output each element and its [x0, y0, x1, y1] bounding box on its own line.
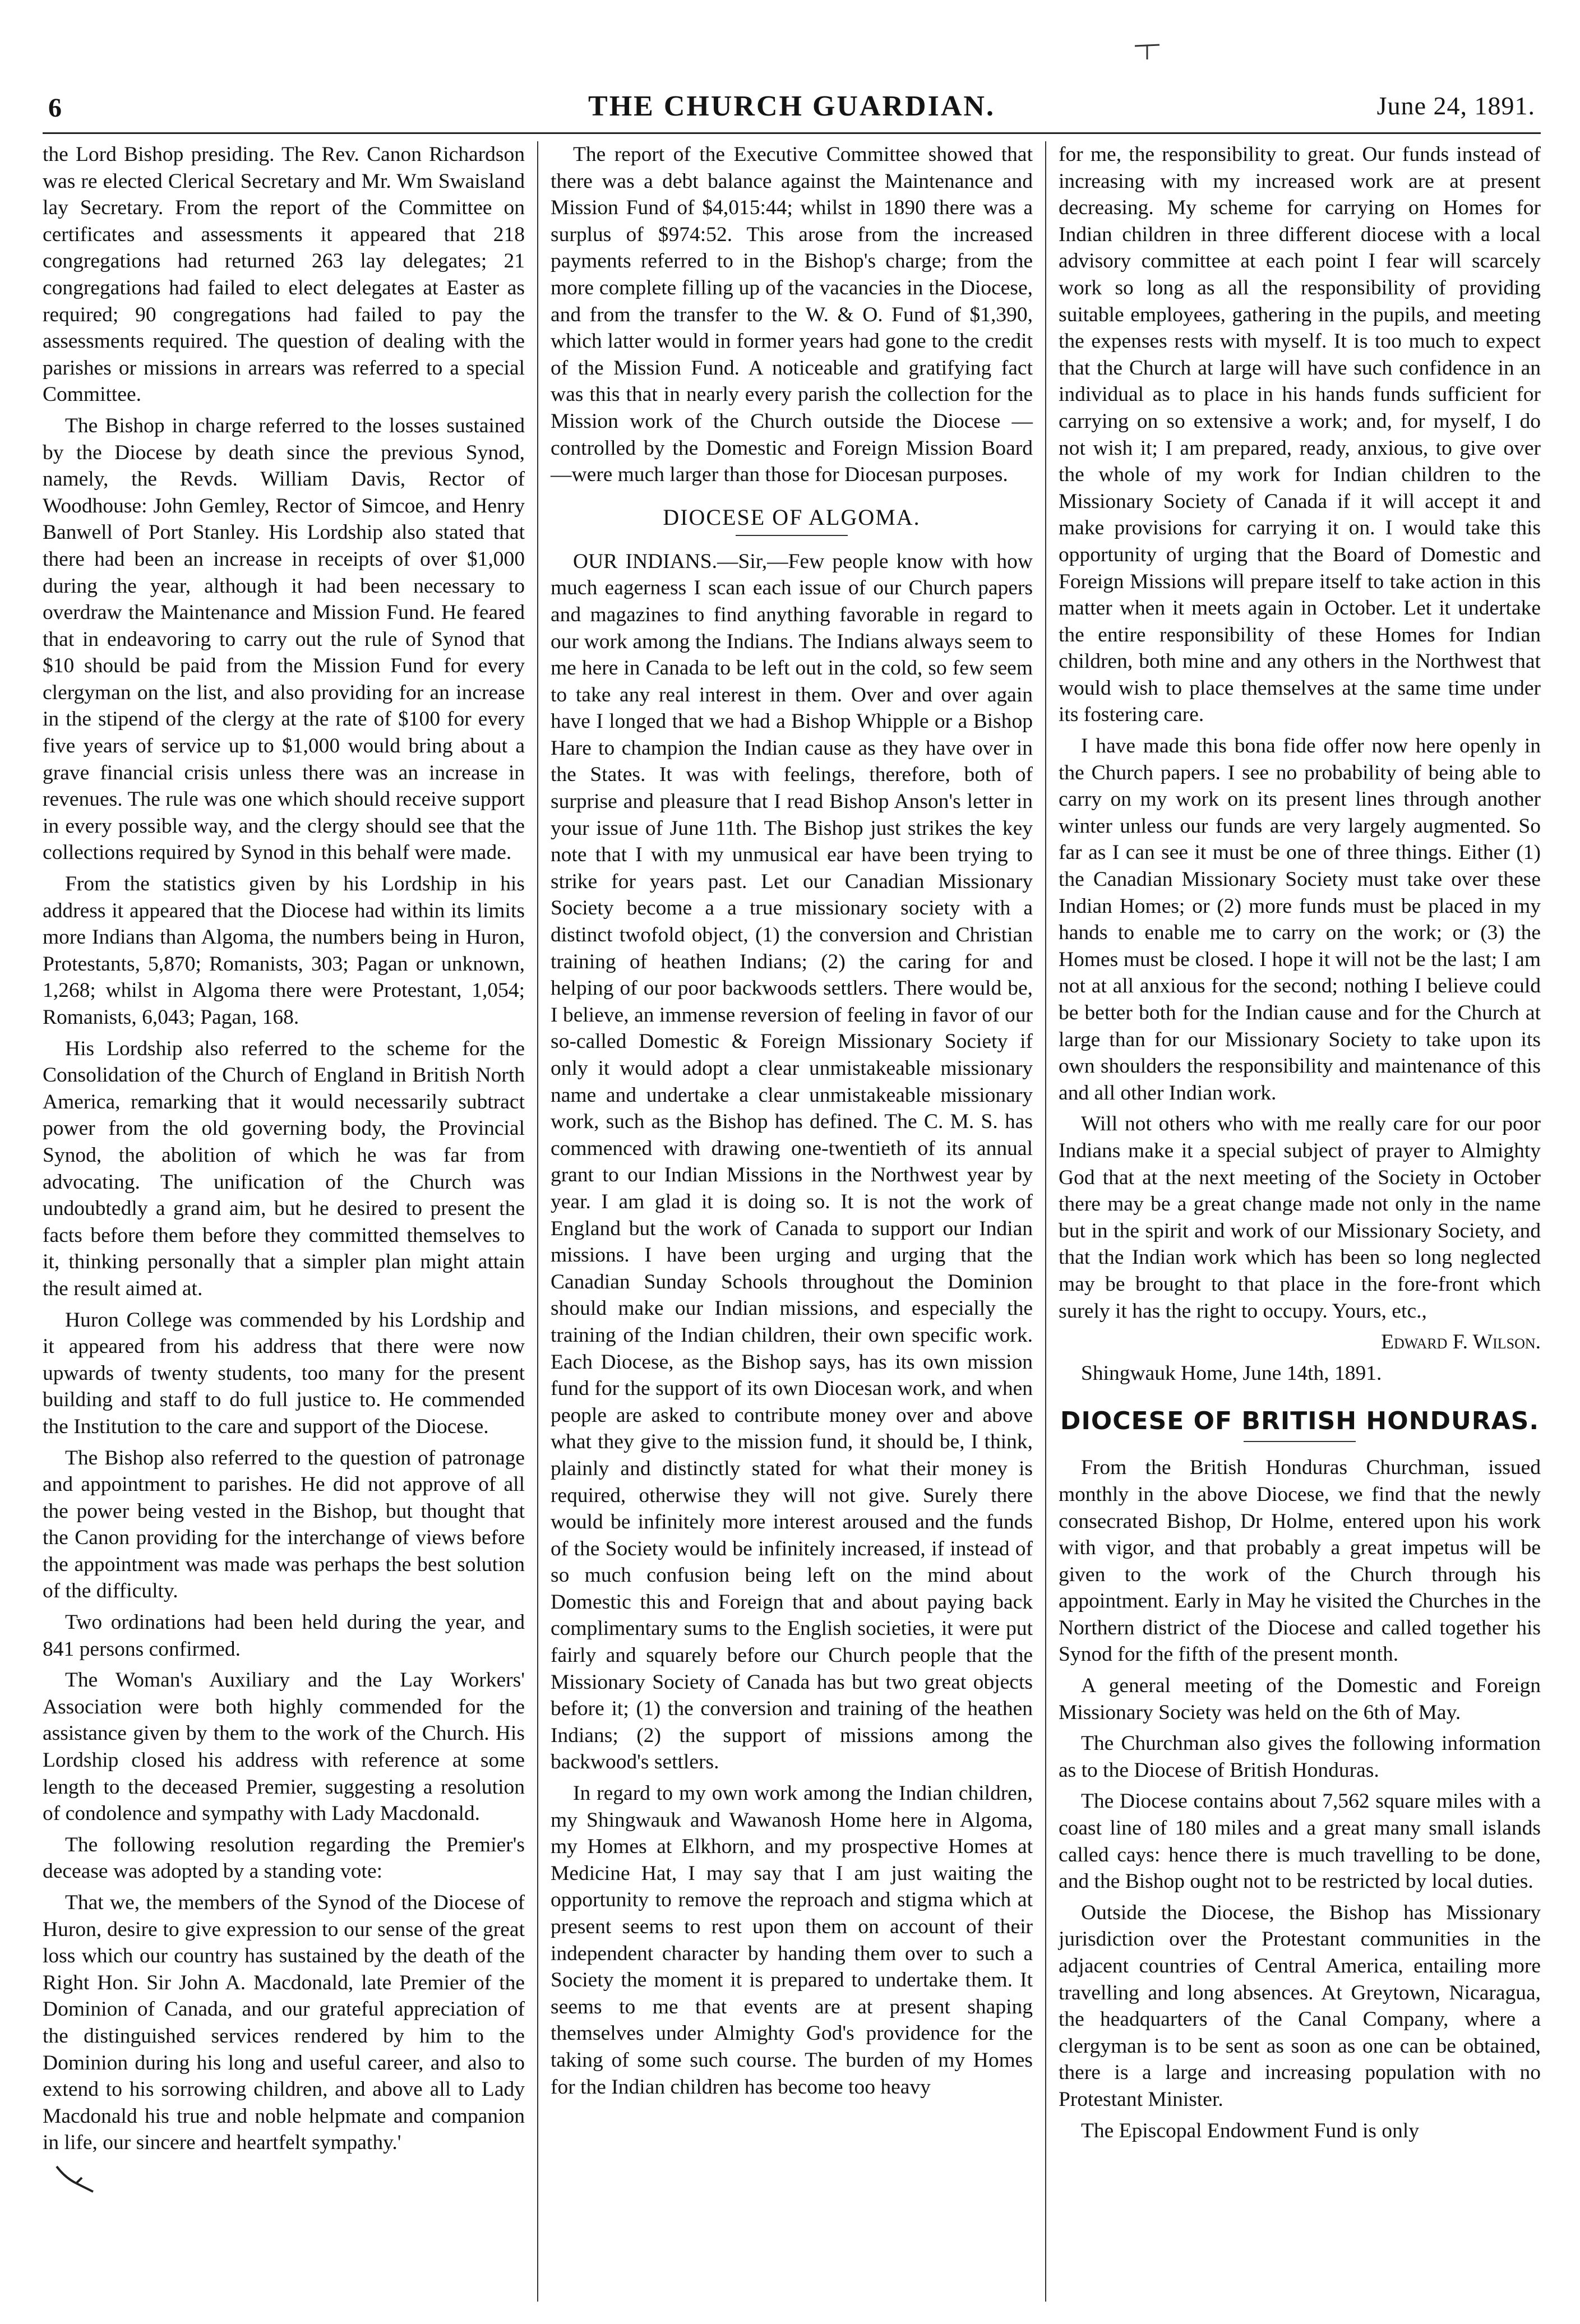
article-columns [43, 141, 1541, 2302]
issue-date: June 24, 1891. [1376, 91, 1535, 120]
column-1 [43, 141, 537, 2302]
paragraph: His Lordship also referred to the scheme for the Consolidation of the Church of England in British North America, remarking that it would necessarily subtract power from the old governing body, the Provincial Synod, the abolition of which he was far from advocating. The unification of the Church was undoubtedly a grand aim, but he desired to present the facts before them before they committed themselves to it, thinking personally that a simpler plan might attain the result aimed at. [43, 1037, 525, 1300]
signature: Edward F. Wilson. [1381, 1330, 1541, 1354]
paragraph: Outside the Diocese, the Bishop has Missionary jurisdiction over the Protestant communities in the adjacent countries of Central America, entailing more travelling and long absences. At Greytown, Nicaragua, the headquarters of the Canal Company, where a clergyman is to be sent as soon as one can be obtained, there is a large and increasing population with no Protestant Minister. [1059, 1901, 1541, 2111]
heading-rule [1244, 1441, 1356, 1442]
page-header [43, 0, 1541, 140]
ink-mark-icon [1130, 35, 1164, 68]
section-heading: DIOCESE OF ALGOMA. [663, 504, 921, 530]
header-rule [43, 132, 1541, 134]
paragraph: the Lord Bishop presiding. The Rev. Canon Richardson was re elected Clerical Secretary and Mr. Wm Swaisland lay Secretary. From the report of the Committee on certificates and assessments it appeared that 218 congregations had returned 263 lay delegates; 21 congregations had failed to elect delegates at Easter as required; 90 congregations had failed to pay the assessments required. The question of dealing with the parishes or missions in arrears was referred to a special Committee. [43, 143, 525, 406]
paragraph: The following resolution regarding the Premier's decease was adopted by a standing vote: [43, 1833, 525, 1883]
paragraph: The Episcopal Endowment Fund is only [1081, 2119, 1420, 2142]
paragraph: for me, the responsibility to great. Our funds instead of increasing with my increased work are at present decreasing. My scheme for carrying on Homes for Indian children in three different diocese with a local advisory committee at each point I fear will scarcely work so long as all the responsibility of providing suitable employees, gathering in the pupils, and meeting the expenses rests with myself. It is too much to expect that the Church at large will have such confidence in an individual as to place in his hands funds sufficient for carrying on so extensive a work; and, for myself, I do not wish it; I am prepared, ready, anxious, to give over the whole of my work for Indian children to the Missionary Society of Canada if it will accept it and make provisions for carrying it on. I would take this opportunity of urging that the Board of Domestic and Foreign Missions will prepare itself to take action in this matter when it meets again in October. Let it undertake the entire responsibility of these Homes for Indian children, both mine and any others in the Northwest that would wish to place themselves at the same time under its fostering care. [1059, 143, 1541, 727]
paragraph: The Diocese contains about 7,562 square miles with a coast line of 180 miles and a great many small islands called cays: hence there is much travelling to be done, and the Bishop ought not to be restricted by local duties. [1059, 1790, 1541, 1893]
paragraph: The Bishop in charge referred to the losses sustained by the Diocese by death since the previous Synod, namely, the Revds. William Davis, Rector of Woodhouse: John Gemley, Rector of Simcoe, and Henry Banwell of Port Stanley. His Lordship also stated that there had been an increase in receipts of over $1,000 during the year, although it had been necessary to overdraw the Maintenance and Mission Fund. He feared that in endeavoring to carry out the rule of Synod that $10 should be paid from the Mission Fund for every clergyman on the list, and also providing for an increase in the stipend of the clergy at the rate of $100 for every five years of service up to $1,000 would bring about a grave financial crisis unless there was an increase in revenues. The rule was one which should receive support in every possible way, and the clergy should see that the collections required by Synod in this behalf were made. [43, 414, 525, 865]
signature-place: Shingwauk Home, June 14th, 1891. [1081, 1361, 1382, 1385]
paragraph: That we, the members of the Synod of the Diocese of Huron, desire to give expression to our sense of the great loss which our country has sustained by the death of the Right Hon. Sir John A. Macdonald, late Premier of the Dominion of Canada, and our grateful appreciation of the distinguished services rendered by him to the Dominion during his long and useful career, and also to extend to his sorrowing children, and above all to Lady Macdonald his true and noble helpmate and companion in life, our sincere and heartfelt sympathy.' [43, 1891, 525, 2155]
paragraph: In regard to my own work among the Indian children, my Shingwauk and Wawanosh Home here in Algoma, my Homes at Elkhorn, and my prospective Homes at Medicine Hat, I may say that I am just waiting the opportunity to remove the reproach and stigma which at present seems to rest upon them on account of their independent character by handing them over to such a Society the moment it is prepared to undertake them. It seems to me that events are at present shaping themselves under Almighty God's providence for the taking of some such course. The burden of my Homes for the Indian children has become too heavy [551, 1782, 1033, 2099]
paragraph: Will not others who with me really care for our poor Indians make it a special subject of prayer to Almighty God that at the next meeting of the Society in October there may be a great change made not only in the name but in the spirit and work of our Missionary Society, and that the Indian work which has been so long neglected may be brought to that place in the fore-front which surely it has the right to occupy. Yours, etc., [1059, 1112, 1541, 1323]
paragraph: The report of the Executive Committee showed that there was a debt balance against the Maintenance and Mission Fund of $4,015:44; whilst in 1890 there was a surplus of $974:52. This arose from the increased payments referred to in the Bishop's charge; from the more complete filling up of the vacancies in the Diocese, and from the transfer to the W. & O. Fund of $1,390, which latter would in former years had gone to the credit of the Mission Fund. A noticeable and gratifying fact was this that in nearly every parish the collection for the Mission work of the Church outside the Diocese —controlled by the Domestic and Foreign Mission Board—were much larger than those for Diocesan purposes. [551, 143, 1033, 487]
column-3 [1045, 141, 1541, 2302]
paragraph: OUR INDIANS.—Sir,—Few people know with how much eagerness I scan each issue of our Church papers and magazines to find anything favorable in regard to our work among the Indians. The Indians always seem to me here in Canada to be left out in the cold, so few seem to take any real interest in them. Over and over again have I longed that we had a Bishop Whipple or a Bishop Hare to champion the Indian cause as they have over in the States. It was with feelings, therefore, both of surprise and pleasure that I read Bishop Anson's letter in your issue of June 11th. The Bishop just strikes the key note that I with my unmusical ear have been trying to strike for years past. Let our Canadian Missionary Society become a a true missionary society with a distinct twofold object, (1) the conversion and Christian training of heathen Indians; (2) the caring for and helping of our poor backwoods settlers. There would be, I believe, an immense reversion of feeling in favor of our so-called Domestic & Foreign Missionary Society if only it would adopt a clear unmistakeable missionary name and undertake a clear unmistakeable missionary work, such as the Bishop has defined. The C. M. S. has commenced with drawing one-twentieth of its annual grant to our Indian Missions in the Northwest year by year. I am glad it is doing so. It is not the work of England but the work of Canada to support our Indian missions. I have been urging and urging that the Canadian Sunday Schools throughout the Dominion should make our Indian missions, and especially the training of the Indian children, their own specific work. Each Diocese, as the Bishop says, has its own mission fund for the support of its own Diocesan work, and when people are asked to contribute money over and above what they give to the mission fund, it should be, I think, plainly and distinctly stated for what their money is required, otherwise they will not give. Surely there would be infinitely more interest aroused and the funds of the Society would be infinitely increased, if instead of so much confusion being left on the mind about Domestic this and Foreign that and about paying back complimentary sums to the English societies, it were put fairly and squarely before our Church people that the Missionary Society of Canada has but two great objects before it; (1) the conversion and training of the heathen Indians; (2) the support of missions among the backwood's settlers. [551, 549, 1033, 1774]
section-heading: DIOCESE OF BRITISH HONDURAS. [1060, 1407, 1540, 1436]
paragraph: Huron College was commended by his Lordship and it appeared from his address that there were now upwards of twenty students, too many for the present building and staff to do full justice to. He commended the Institution to the care and support of the Diocese. [43, 1308, 525, 1438]
paragraph: From the statistics given by his Lordship in his address it appeared that the Diocese had within its limits more Indians than Algoma, the numbers being in Huron, Protestants, 5,870; Romanists, 303; Pagan or unknown, 1,268; whilst in Algoma there were Protestant, 1,054; Romanists, 6,043; Pagan, 168. [43, 872, 525, 1029]
paragraph: Two ordinations had been held during the year, and 841 persons confirmed. [43, 1611, 525, 1661]
paragraph: The Bishop also referred to the question of patronage and appointment to parishes. He did not approve of all the power being vested in the Bishop, but thought that the Canon providing for the interchange of views before the appointment was made was perhaps the best solution of the difficulty. [43, 1446, 525, 1603]
paragraph: The Woman's Auxiliary and the Lay Workers' Association were both highly commended for the assistance given by them to the work of the Church. His Lordship closed his address with reference at some length to the deceased Premier, suggesting a resolution of condolence and sympathy with Lady Macdonald. [43, 1669, 525, 1826]
hand-drawn-mark-icon [54, 2161, 104, 2194]
masthead-title: THE CHURCH GUARDIAN. [588, 90, 995, 122]
paragraph: I have made this bona fide offer now here openly in the Church papers. I see no probability of being able to carry on my work on its present lines through another winter unless our funds are very largely augmented. So far as I can see it must be one of three things. Either (1) the Canadian Missionary Society must take over these Indian Homes; or (2) more funds must be placed in my hands to enable me to carry on the work; or (3) the Homes must be closed. I hope it will not be the last; I am not at all anxious for the second; nothing I believe could be better both for the Indian cause and for the Church at large than for our Missionary Society to take upon its own shoulders the responsibility and maintenance of this and all other Indian work. [1059, 734, 1541, 1105]
column-2 [537, 141, 1045, 2302]
paragraph: From the British Honduras Churchman, issued monthly in the above Diocese, we find that the newly consecrated Bishop, Dr Holme, entered upon his work with vigor, and that probably a great impetus will be given to the work of the Church through his appointment. Early in May he visited the Churches in the Northern district of the Diocese and called together his Synod for the fifth of the present month. [1059, 1456, 1541, 1666]
page-number: 6 [48, 93, 62, 123]
paragraph: A general meeting of the Domestic and Foreign Missionary Society was held on the 6th of May. [1059, 1674, 1541, 1724]
heading-rule [736, 535, 848, 536]
paragraph: The Churchman also gives the following information as to the Diocese of British Honduras. [1059, 1732, 1541, 1782]
